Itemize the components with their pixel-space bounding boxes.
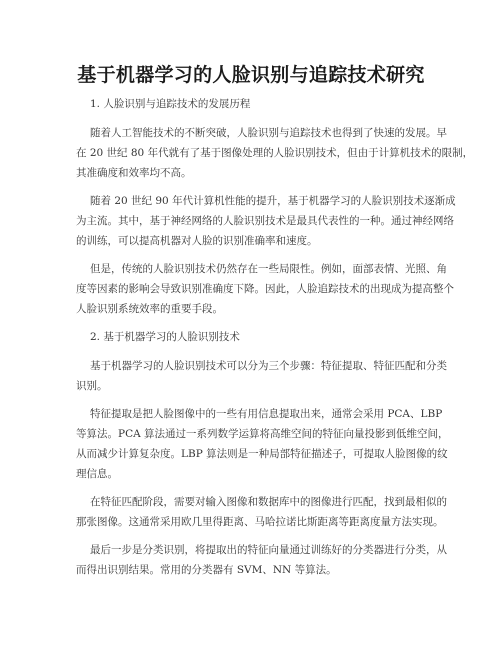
paragraph-line: 理信息。 bbox=[76, 468, 118, 480]
paragraph-line: 等算法。PCA 算法通过一系列数学运算将高维空间的特征向量投影到低维空间， bbox=[76, 428, 449, 440]
paragraph-line: 在 20 世纪 80 年代就有了基于图像处理的人脸识别技术，但由于计算机技术的限制， bbox=[76, 147, 474, 159]
paragraph-line: 基于机器学习的人脸识别技术可以分为三个步骤：特征提取、特征匹配和分类 bbox=[90, 360, 447, 372]
paragraph-line: 但是，传统的人脸识别技术仍然存在一些局限性。例如，面部表情、光照、角 bbox=[90, 263, 447, 275]
document-body bbox=[76, 94, 474, 588]
section-2-paragraph-4 bbox=[76, 540, 447, 580]
section-2-paragraph-2 bbox=[76, 404, 449, 484]
paragraph-line: 其准确度和效率均不高。 bbox=[76, 167, 192, 179]
section-2-paragraph-1 bbox=[76, 356, 447, 396]
paragraph-line: 度等因素的影响会导致识别准确度下降。因此，人脸追踪技术的出现成为提高整个 bbox=[76, 283, 454, 295]
section-2-heading: 2. 基于机器学习的人脸识别技术 bbox=[90, 331, 240, 343]
paragraph-line: 随着人工智能技术的不断突破，人脸识别与追踪技术也得到了快速的发展。早 bbox=[90, 127, 447, 139]
paragraph-line: 在特征匹配阶段，需要对输入图像和数据库中的图像进行匹配，找到最相似的 bbox=[90, 496, 447, 508]
section-1-heading: 1. 人脸识别与追踪技术的发展历程 bbox=[90, 98, 251, 110]
section-2-paragraph-3 bbox=[76, 492, 447, 532]
paragraph-line: 而得出识别结果。常用的分类器有 SVM、NN 等算法。 bbox=[76, 564, 337, 576]
section-1-paragraph-1 bbox=[76, 123, 474, 183]
paragraph-line: 最后一步是分类识别，将提取出的特征向量通过训练好的分类器进行分类，从 bbox=[90, 544, 447, 556]
paragraph-line: 识别。 bbox=[76, 380, 108, 392]
document-title: 基于机器学习的人脸识别与追踪技术研究 bbox=[77, 64, 425, 86]
paragraph-line: 那张图像。这通常采用欧几里得距离、马哈拉诺比斯距离等距离度量方法实现。 bbox=[76, 516, 444, 528]
paragraph-line: 特征提取是把人脸图像中的一些有用信息提取出来，通常会采用 PCA、LBP bbox=[90, 408, 443, 420]
paragraph-line: 人脸识别系统效率的重要手段。 bbox=[76, 303, 223, 315]
paragraph-line: 的训练，可以提高机器对人脸的识别准确率和速度。 bbox=[76, 235, 318, 247]
section-1-paragraph-2 bbox=[76, 191, 456, 251]
paragraph-line: 随着 20 世纪 90 年代计算机性能的提升，基于机器学习的人脸识别技术逐渐成 bbox=[90, 195, 456, 207]
section-1-paragraph-3 bbox=[76, 259, 454, 319]
paragraph-line: 为主流。其中，基于神经网络的人脸识别技术是最具代表性的一种。通过神经网络 bbox=[76, 215, 454, 227]
paragraph-line: 从而减少计算复杂度。LBP 算法则是一种局部特征描述子，可提取人脸图像的纹 bbox=[76, 448, 448, 460]
